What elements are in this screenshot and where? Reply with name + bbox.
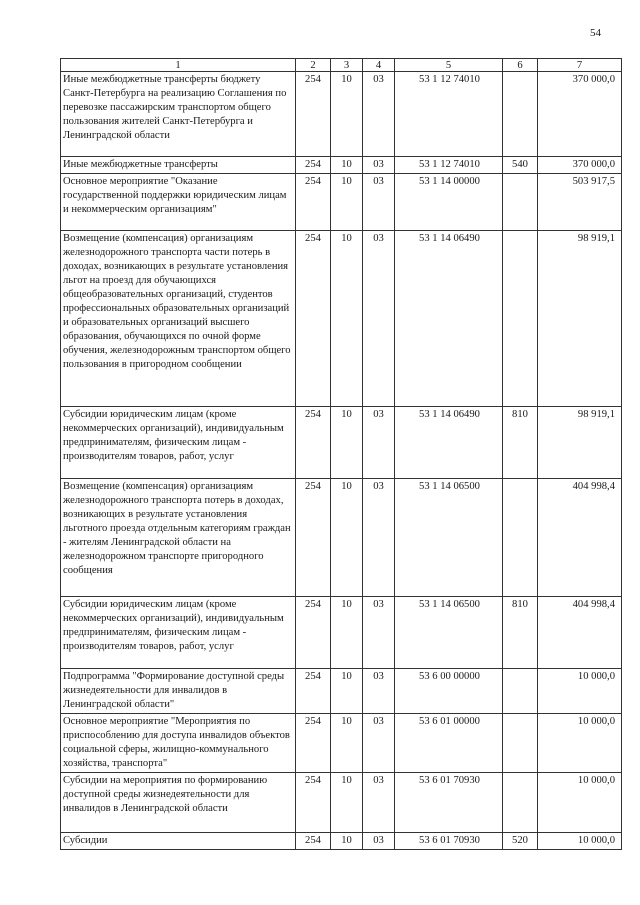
cell-subsection: 03 — [363, 231, 395, 407]
table-row — [61, 157, 622, 174]
table-row — [61, 597, 622, 669]
cell-section: 10 — [331, 174, 363, 231]
item-name: Возмещение (компенсация) организациям железнодорожного транспорта части потерь в доходах, возникающих в результате установления льгот на проезд для обучающихся общеобразовательных организаций, студентов профессиональных образовательных организаций и образовательных организаций высшего образования, обучающихся по очной форме обучения, железнодорожным транспортом общего пользования в пригородном сообщении — [61, 231, 296, 407]
header-row — [61, 59, 622, 72]
header-cell: 7 — [538, 59, 622, 72]
cell-amount: 10 000,0 — [538, 773, 622, 833]
cell-expense-type: 810 — [503, 407, 538, 479]
cell-expense-type — [503, 231, 538, 407]
cell-target-article: 53 6 01 70930 — [395, 833, 503, 850]
item-name: Субсидии на мероприятия по формированию доступной среды жизнедеятельности для инвалидов в Ленинградской области — [61, 773, 296, 833]
cell-section: 10 — [331, 231, 363, 407]
cell-amount: 98 919,1 — [538, 407, 622, 479]
table-row — [61, 407, 622, 479]
cell-ministry: 254 — [296, 669, 331, 714]
header-cell: 6 — [503, 59, 538, 72]
cell-section: 10 — [331, 72, 363, 157]
cell-section: 10 — [331, 669, 363, 714]
cell-expense-type: 540 — [503, 157, 538, 174]
cell-amount: 404 998,4 — [538, 597, 622, 669]
cell-subsection: 03 — [363, 833, 395, 850]
cell-amount: 503 917,5 — [538, 174, 622, 231]
table-row — [61, 72, 622, 157]
cell-ministry: 254 — [296, 773, 331, 833]
item-name: Иные межбюджетные трансферты бюджету Санкт-Петербурга на реализацию Соглашения по перевозке пассажирским транспортом общего пользования жителей Санкт-Петербурга и Ленинградской области — [61, 72, 296, 157]
cell-subsection: 03 — [363, 72, 395, 157]
table-row — [61, 669, 622, 714]
item-name: Возмещение (компенсация) организациям железнодорожного транспорта потерь в доходах, возникающих в результате установления льготного проезда отдельным категориям граждан - жителям Ленинградской области на железнодорожном транспорте пригородного сообщения — [61, 479, 296, 597]
cell-target-article: 53 1 14 06490 — [395, 407, 503, 479]
item-name: Основное мероприятие "Мероприятия по приспособлению для доступа инвалидов объектов социальной сферы, жилищно-коммунального хозяйства, транспорта" — [61, 714, 296, 773]
cell-ministry: 254 — [296, 479, 331, 597]
cell-amount: 10 000,0 — [538, 714, 622, 773]
cell-ministry: 254 — [296, 72, 331, 157]
table-row — [61, 479, 622, 597]
cell-section: 10 — [331, 407, 363, 479]
table-row — [61, 833, 622, 850]
cell-target-article: 53 6 00 00000 — [395, 669, 503, 714]
cell-ministry: 254 — [296, 597, 331, 669]
item-name: Иные межбюджетные трансферты — [61, 157, 296, 174]
cell-subsection: 03 — [363, 407, 395, 479]
cell-expense-type — [503, 669, 538, 714]
cell-section: 10 — [331, 833, 363, 850]
item-name: Субсидии юридическим лицам (кроме некоммерческих организаций), индивидуальным предпринимателям, физическим лицам - производителям товаров, работ, услуг — [61, 407, 296, 479]
cell-target-article: 53 1 14 06500 — [395, 597, 503, 669]
header-cell: 3 — [331, 59, 363, 72]
cell-amount: 370 000,0 — [538, 72, 622, 157]
cell-section: 10 — [331, 157, 363, 174]
table-row — [61, 714, 622, 773]
cell-target-article: 53 6 01 00000 — [395, 714, 503, 773]
cell-amount: 404 998,4 — [538, 479, 622, 597]
cell-ministry: 254 — [296, 157, 331, 174]
budget-table — [60, 58, 622, 850]
cell-target-article: 53 6 01 70930 — [395, 773, 503, 833]
cell-expense-type — [503, 714, 538, 773]
cell-section: 10 — [331, 479, 363, 597]
cell-expense-type — [503, 773, 538, 833]
header-cell: 1 — [61, 59, 296, 72]
cell-ministry: 254 — [296, 174, 331, 231]
cell-expense-type: 520 — [503, 833, 538, 850]
item-name: Подпрограмма "Формирование доступной среды жизнедеятельности для инвалидов в Ленинградской области" — [61, 669, 296, 714]
table-row — [61, 773, 622, 833]
cell-expense-type: 810 — [503, 597, 538, 669]
cell-subsection: 03 — [363, 669, 395, 714]
cell-target-article: 53 1 14 06500 — [395, 479, 503, 597]
cell-target-article: 53 1 12 74010 — [395, 157, 503, 174]
cell-target-article: 53 1 12 74010 — [395, 72, 503, 157]
cell-ministry: 254 — [296, 231, 331, 407]
cell-subsection: 03 — [363, 714, 395, 773]
cell-section: 10 — [331, 714, 363, 773]
cell-expense-type — [503, 174, 538, 231]
header-cell: 2 — [296, 59, 331, 72]
cell-amount: 10 000,0 — [538, 669, 622, 714]
cell-subsection: 03 — [363, 479, 395, 597]
cell-subsection: 03 — [363, 773, 395, 833]
cell-section: 10 — [331, 773, 363, 833]
table-row — [61, 174, 622, 231]
cell-expense-type — [503, 479, 538, 597]
cell-section: 10 — [331, 597, 363, 669]
cell-subsection: 03 — [363, 597, 395, 669]
cell-amount: 370 000,0 — [538, 157, 622, 174]
cell-ministry: 254 — [296, 833, 331, 850]
page-number: 54 — [590, 27, 601, 39]
table-row — [61, 231, 622, 407]
cell-target-article: 53 1 14 00000 — [395, 174, 503, 231]
cell-amount: 10 000,0 — [538, 833, 622, 850]
cell-target-article: 53 1 14 06490 — [395, 231, 503, 407]
item-name: Субсидии юридическим лицам (кроме некоммерческих организаций), индивидуальным предпринимателям, физическим лицам - производителям товаров, работ, услуг — [61, 597, 296, 669]
cell-expense-type — [503, 72, 538, 157]
cell-subsection: 03 — [363, 157, 395, 174]
header-cell: 4 — [363, 59, 395, 72]
cell-subsection: 03 — [363, 174, 395, 231]
header-cell: 5 — [395, 59, 503, 72]
item-name: Основное мероприятие "Оказание государственной поддержки юридическим лицам и некоммерческим организациям" — [61, 174, 296, 231]
cell-amount: 98 919,1 — [538, 231, 622, 407]
cell-ministry: 254 — [296, 407, 331, 479]
cell-ministry: 254 — [296, 714, 331, 773]
item-name: Субсидии — [61, 833, 296, 850]
